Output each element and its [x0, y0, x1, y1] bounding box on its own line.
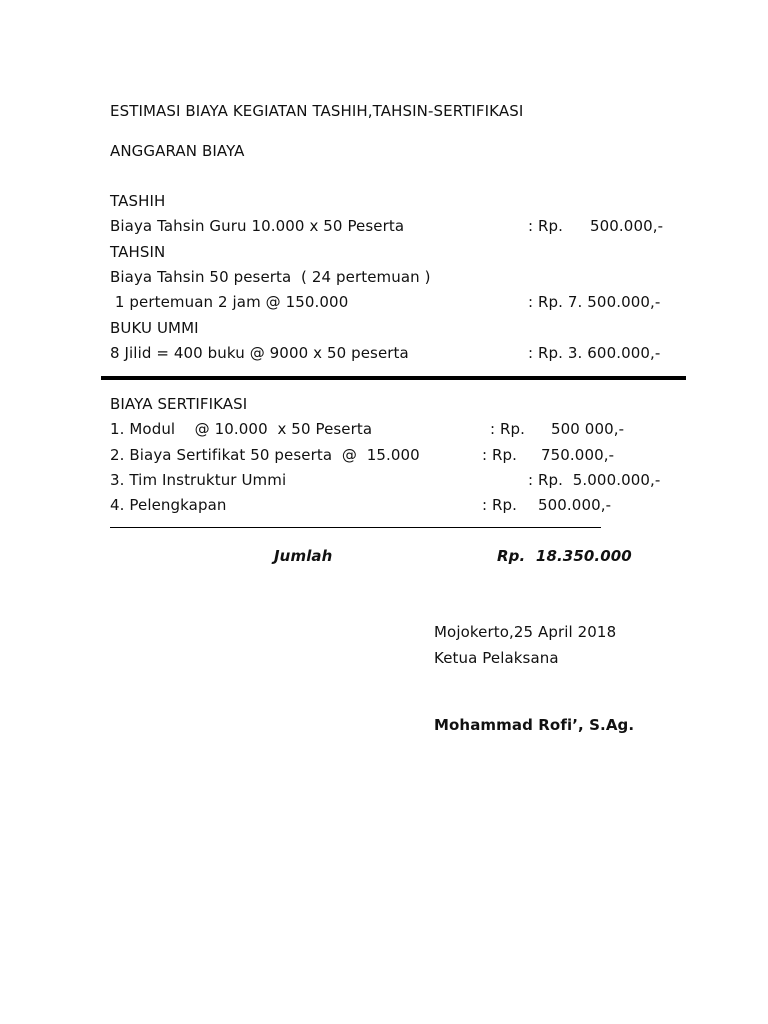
sertifikasi-item-label: 3. Tim Instruktur Ummi	[110, 471, 287, 489]
buku-rp: : Rp. 3. 600.000,-	[528, 344, 661, 362]
divider-thick	[101, 376, 686, 380]
sertifikasi-item-rp: : Rp.	[490, 420, 526, 438]
section-heading-tahsin: TAHSIN	[110, 243, 166, 261]
sertifikasi-item-rp: : Rp.	[482, 446, 518, 464]
sertifikasi-item-rp: : Rp.	[482, 496, 518, 514]
section-heading-buku: BUKU UMMI	[110, 319, 199, 337]
sertifikasi-item-amount: 500 000,-	[551, 420, 625, 438]
section-heading-tashih: TASHIH	[110, 192, 166, 210]
divider-thin	[110, 527, 601, 528]
tahsin-line-2: 1 pertemuan 2 jam @ 150.000	[110, 293, 349, 311]
tahsin-line-1: Biaya Tahsin 50 peserta ( 24 pertemuan )	[110, 268, 431, 286]
sertifikasi-item-label: 1. Modul @ 10.000 x 50 Peserta	[110, 420, 373, 438]
signature-name: Mohammad Rofi’, S.Ag.	[434, 716, 635, 734]
sertifikasi-item-label: 2. Biaya Sertifikat 50 peserta @ 15.000	[110, 446, 420, 464]
total-value: Rp. 18.350.000	[497, 547, 632, 565]
document-title: ESTIMASI BIAYA KEGIATAN TASHIH,TAHSIN-SERTIFIKASI	[110, 102, 524, 120]
sertifikasi-item-rp: : Rp. 5.000.000,-	[528, 471, 661, 489]
section-heading-sertifikasi: BIAYA SERTIFIKASI	[110, 395, 248, 413]
sertifikasi-item-amount: 500.000,-	[538, 496, 612, 514]
signature-place-date: Mojokerto,25 April 2018	[434, 623, 617, 641]
signature-role: Ketua Pelaksana	[434, 649, 559, 667]
sertifikasi-item-label: 4. Pelengkapan	[110, 496, 227, 514]
buku-line: 8 Jilid = 400 buku @ 9000 x 50 peserta	[110, 344, 409, 362]
total-label: Jumlah	[274, 547, 333, 565]
tashih-amount: 500.000,-	[590, 217, 664, 235]
tashih-rp: : Rp.	[528, 217, 564, 235]
tashih-line: Biaya Tahsin Guru 10.000 x 50 Peserta	[110, 217, 405, 235]
tahsin-rp: : Rp. 7. 500.000,-	[528, 293, 661, 311]
document-subtitle: ANGGARAN BIAYA	[110, 142, 245, 160]
sertifikasi-item-amount: 750.000,-	[541, 446, 615, 464]
